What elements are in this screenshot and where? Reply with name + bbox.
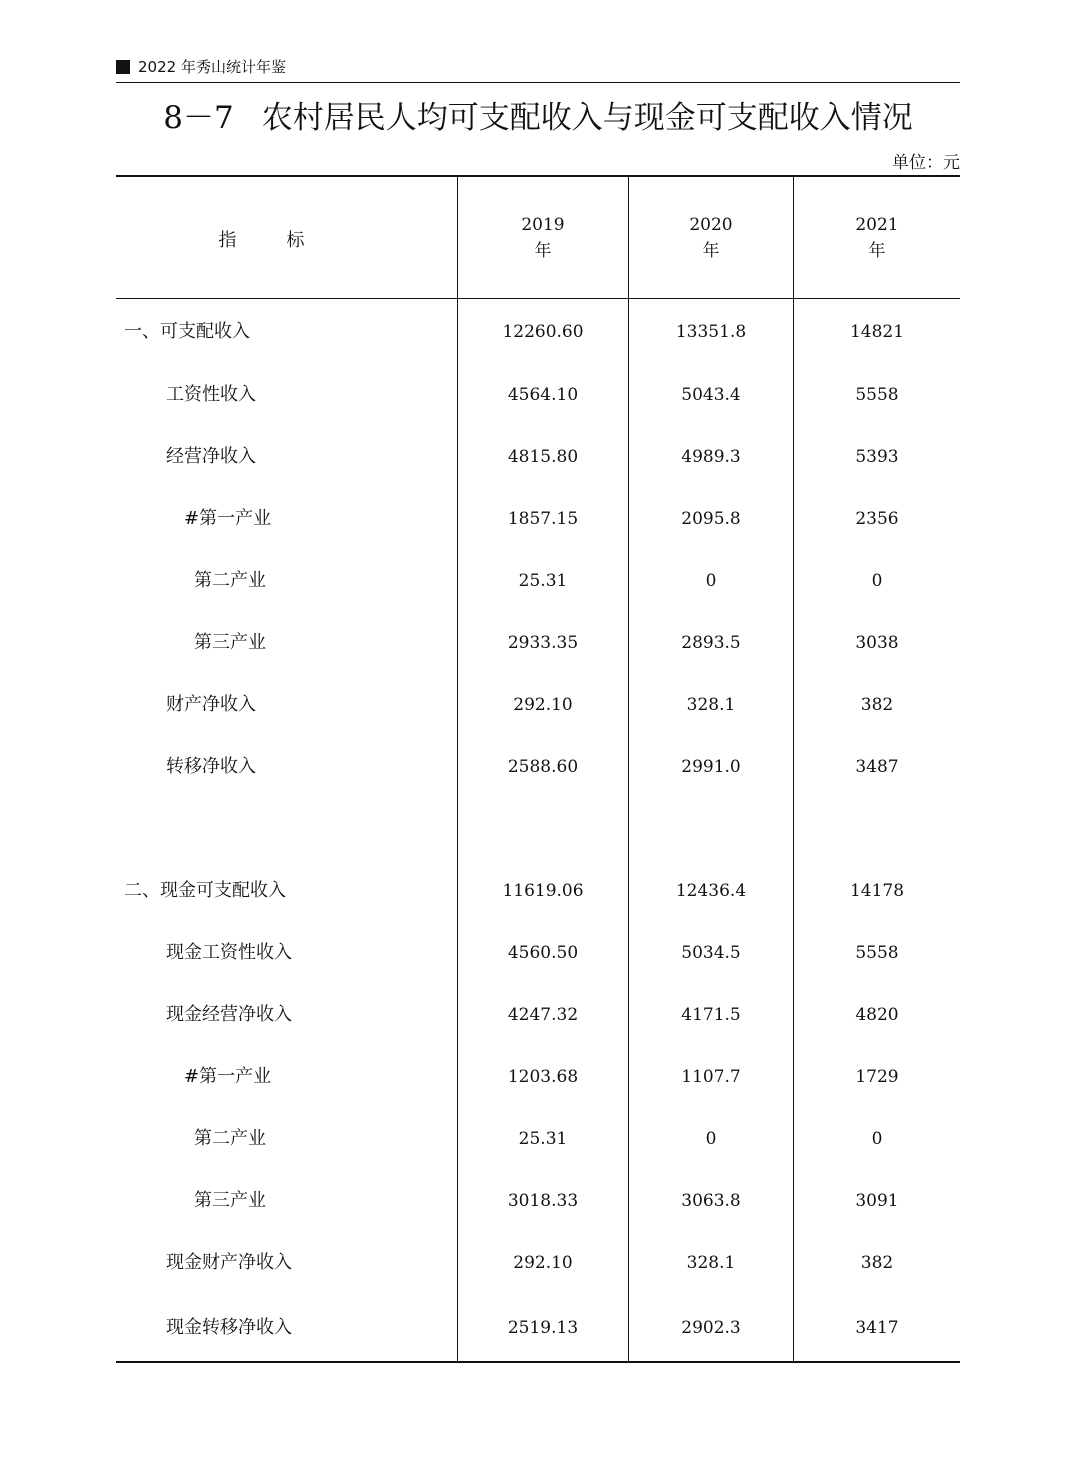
row-label: #第一产业: [184, 508, 272, 529]
value-2019: 2588.60: [507, 757, 579, 777]
table-row: [116, 1186, 960, 1216]
value-2020: 2893.5: [681, 633, 741, 653]
table-row: [116, 566, 960, 596]
column-header-year: 2021: [855, 215, 899, 235]
table-row: [116, 380, 960, 410]
value-2021: 3417: [855, 1318, 899, 1338]
value-2021: 4820: [855, 1005, 899, 1025]
table-row: [116, 442, 960, 472]
value-2021: 2356: [855, 509, 899, 529]
header-divider: [116, 82, 960, 83]
table-row: [116, 752, 960, 782]
value-2020: 1107.7: [681, 1067, 741, 1087]
value-2019: 2519.13: [507, 1318, 579, 1338]
value-2020: 5034.5: [681, 943, 741, 963]
value-2020: 0: [705, 1129, 717, 1149]
value-2020: 5043.4: [681, 385, 741, 405]
value-2020: 2902.3: [681, 1318, 741, 1338]
column-header-year: 2019: [521, 215, 565, 235]
value-2021: 5558: [855, 385, 899, 405]
value-2021: 382: [860, 695, 894, 715]
value-2021: 3091: [855, 1191, 899, 1211]
table-row: [116, 504, 960, 534]
row-label: 第三产业: [194, 1190, 266, 1211]
value-2019: 25.31: [518, 1129, 568, 1149]
row-label: 现金转移净收入: [166, 1317, 292, 1338]
value-2019: 1203.68: [507, 1067, 579, 1087]
row-label: 一、可支配收入: [124, 321, 250, 342]
table-row: [116, 1248, 960, 1278]
value-2021: 3487: [855, 757, 899, 777]
value-2019: 3018.33: [507, 1191, 579, 1211]
value-2020: 3063.8: [681, 1191, 741, 1211]
value-2020: 0: [705, 571, 717, 591]
column-header-2019: [458, 212, 628, 264]
value-2019: 1857.15: [507, 509, 579, 529]
yearbook-title: 2022 年秀山统计年鉴: [138, 58, 286, 76]
column-header-suffix: 年: [868, 241, 886, 261]
table-row: [116, 1313, 960, 1343]
table-bottom-rule: [116, 1361, 960, 1363]
value-2021: 14178: [849, 881, 905, 901]
value-2019: 4247.32: [507, 1005, 579, 1025]
value-2021: 1729: [855, 1067, 899, 1087]
row-label: 财产净收入: [166, 694, 256, 715]
running-header: [116, 56, 960, 82]
value-2021: 5558: [855, 943, 899, 963]
value-2019: 2933.35: [507, 633, 579, 653]
row-label: #第一产业: [184, 1066, 272, 1087]
row-label: 现金工资性收入: [166, 942, 292, 963]
value-2019: 4564.10: [507, 385, 579, 405]
table-row: [116, 690, 960, 720]
row-label: 转移净收入: [166, 756, 256, 777]
table-row: [116, 1000, 960, 1030]
value-2020: 328.1: [686, 1253, 736, 1273]
row-label: 第三产业: [194, 632, 266, 653]
value-2019: 4560.50: [507, 943, 579, 963]
value-2020: 328.1: [686, 695, 736, 715]
unit-label: 单位：元: [892, 153, 960, 173]
table-header-rule: [116, 298, 960, 299]
column-header-suffix: 年: [702, 241, 720, 261]
table-row: [116, 876, 960, 906]
black-square-icon: [116, 60, 130, 74]
column-header-suffix: 年: [534, 241, 552, 261]
value-2021: 382: [860, 1253, 894, 1273]
value-2019: 292.10: [513, 695, 573, 715]
table-number: 8－7: [163, 100, 234, 136]
value-2021: 5393: [855, 447, 899, 467]
value-2020: 4989.3: [681, 447, 741, 467]
indicator-column-header: 指标: [218, 230, 355, 251]
value-2021: 0: [871, 1129, 883, 1149]
row-label: 二、现金可支配收入: [124, 880, 286, 901]
table-title: [116, 96, 960, 140]
table-row: [116, 1124, 960, 1154]
value-2020: 2095.8: [681, 509, 741, 529]
column-header-year: 2020: [689, 215, 733, 235]
value-2020: 2991.0: [681, 757, 741, 777]
table-top-rule: [116, 175, 960, 177]
table-row: [116, 1062, 960, 1092]
table-row: [116, 938, 960, 968]
table-title-text: 农村居民人均可支配收入与现金可支配收入情况: [261, 100, 913, 136]
value-2020: 13351.8: [675, 322, 747, 342]
value-2019: 292.10: [513, 1253, 573, 1273]
value-2021: 14821: [849, 322, 905, 342]
row-label: 第二产业: [194, 570, 266, 591]
column-header-2021: [794, 212, 960, 264]
column-header-2020: [629, 212, 793, 264]
value-2019: 25.31: [518, 571, 568, 591]
value-2019: 4815.80: [507, 447, 579, 467]
row-label: 工资性收入: [166, 384, 256, 405]
value-2019: 12260.60: [502, 322, 584, 342]
value-2021: 0: [871, 571, 883, 591]
table-row: [116, 628, 960, 658]
value-2020: 12436.4: [675, 881, 747, 901]
row-label: 现金财产净收入: [166, 1252, 292, 1273]
value-2019: 11619.06: [502, 881, 584, 901]
row-label: 现金经营净收入: [166, 1004, 292, 1025]
row-label: 经营净收入: [166, 446, 256, 467]
table-row: [116, 317, 960, 347]
row-label: 第二产业: [194, 1128, 266, 1149]
value-2021: 3038: [855, 633, 899, 653]
value-2020: 4171.5: [681, 1005, 741, 1025]
